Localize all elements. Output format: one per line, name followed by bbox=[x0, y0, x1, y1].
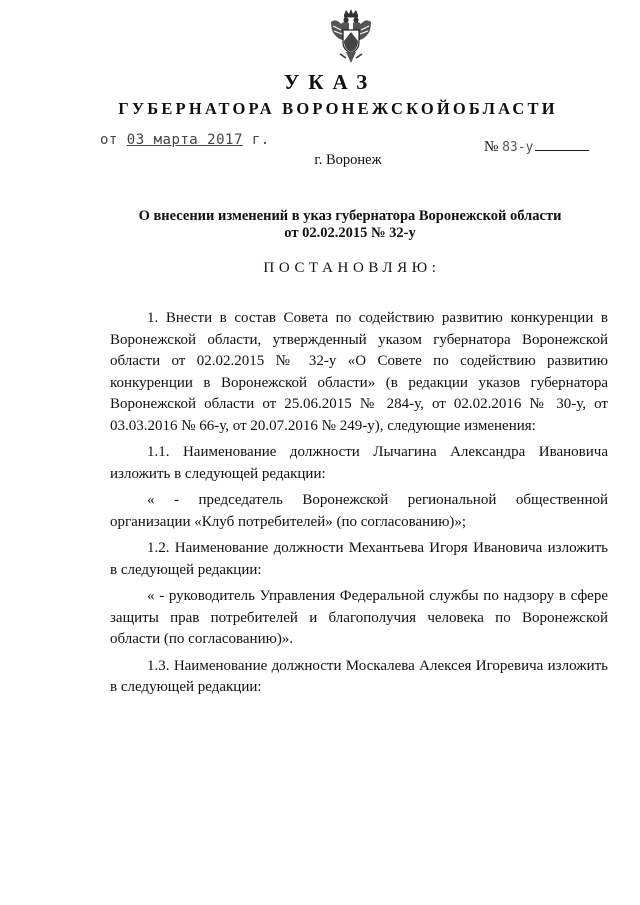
document-body bbox=[110, 308, 608, 699]
date-value: 03 марта 2017 bbox=[126, 132, 243, 148]
document-subject bbox=[100, 208, 600, 242]
date-prefix: от bbox=[100, 132, 118, 148]
subject-line-2: от 02.02.2015 № 32-у bbox=[284, 225, 416, 241]
number-underline bbox=[535, 136, 589, 151]
issuer-title: ГУБЕРНАТОРА ВОРОНЕЖСКОЙОБЛАСТИ bbox=[118, 99, 558, 118]
date-suffix: г. bbox=[251, 132, 270, 148]
coat-of-arms-icon bbox=[328, 8, 374, 64]
number-prefix: № bbox=[484, 139, 499, 155]
paragraph-1-1-text: « - председатель Воронежской региональной общественной организации «Клуб потребителей» (по согласованию)»; bbox=[110, 492, 608, 530]
paragraph-1-2: 1.2. Наименование должности Механтьева Игоря Ивановича изложить в следующей редакции: bbox=[110, 540, 608, 578]
number-value: 83-у bbox=[502, 140, 534, 155]
paragraph-1-1: 1.1. Наименование должности Лычагина Александра Ивановича изложить в следующей редакции: bbox=[110, 444, 608, 482]
paragraph-1-2-text: « - руководитель Управления Федеральной службы по надзору в сфере защиты прав потребителей и благополучия человека по Воронежской области (по согласованию)». bbox=[110, 588, 608, 647]
subject-line-1: О внесении изменений в указ губернатора Воронежской области bbox=[138, 208, 562, 224]
decree-heading: ПОСТАНОВЛЯЮ: bbox=[263, 260, 441, 276]
city-line: г. Воронеж bbox=[314, 152, 382, 168]
paragraph-1: 1. Внести в состав Совета по содействию развитию конкуренции в Воронежской области, утвержденный указом губернатора Воронежской области от 02.02.2015 № 32-у «О Совете по содействию развитию конкуренции в Воронежской области» (в редакции указов губернатора Воронежской области от 25.06.2015 № 284-у, от 02.02.2016 № 30-у, от 03.03.2016 № 66-у, от 20.07.2016 № 249-у), следующие изменения: bbox=[110, 310, 608, 434]
document-type-title: УКАЗ bbox=[283, 70, 377, 94]
date-line bbox=[100, 132, 270, 148]
paragraph-1-3: 1.3. Наименование должности Москалева Алексея Игоревича изложить в следующей редакции: bbox=[110, 657, 608, 695]
